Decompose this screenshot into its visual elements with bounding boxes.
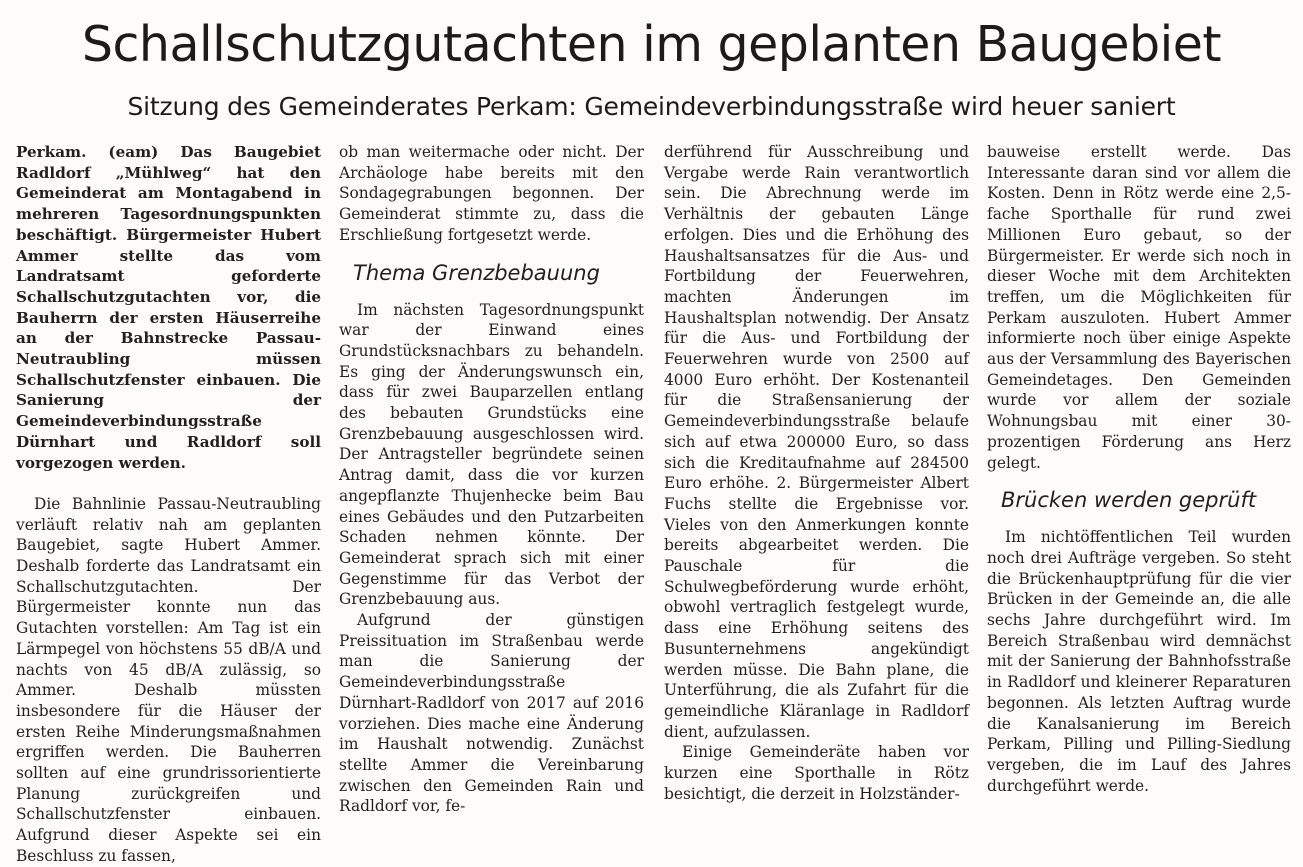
article-column-4 [987,142,1291,796]
article-column-1 [16,142,321,867]
body-paragraph: Einige Gemeinderäte haben vor kurzen eine Sporthalle in Rötz besichtigt, die derzeit in Holzständer- [664,743,969,803]
body-paragraph: bauweise erstellt werde. Das Interessante daran sind vor allem die Kosten. Denn in Rötz werde eine 2,5-fache Sporthalle für rund zwei Millionen Euro gebaut, so der Bürgermeister. Er werde sich noch in dieser Woche mit dem Architekten treffen, um die Möglichkeiten für Perkam auszuloten. Hubert Ammer informierte noch über einige Aspekte aus der Versammlung des Bayerischen Gemeindetages. Den Gemeinden wurde vor allem der soziale Wohnungsbau mit einer 30-prozentigen Förderung ans Herz gelegt. [987,143,1291,472]
subheadline: Sitzung des Gemeinderates Perkam: Gemeindeverbindungsstraße wird heuer saniert [127,92,1176,121]
body-paragraph: Im nichtöffentlichen Teil wurden noch drei Aufträge vergeben. So steht die Brückenhauptprüfung für die vier Brücken in der Gemeinde an, die alle sechs Jahre durchgeführt wird. Im Bereich Straßenbau wird demnächst mit der Sanierung der Bahnhofsstraße in Radldorf und kleinerer Reparaturen begonnen. Als letzten Auftrag wurde die Kanalsanierung im Bereich Perkam, Pilling und Pilling-Siedlung vergeben, die im Lauf des Jahres durchgeführt werde. [987,528,1291,795]
body-paragraph: Im nächsten Tagesordnungspunkt war der Einwand eines Grundstücksnachbars zu behandeln. Es ging der Änderungswunsch ein, dass für zwei Bauparzellen entlang des bebauten Grundstücks eine Grenzbebauung ausgeschlossen wird. Der Antragsteller begründete seinen Antrag damit, dass die vor kurzen angepflanzte Thujenhecke beim Bau eines Gebäudes und den Putzarbeiten Schaden nehmen könnte. Der Gemeinderat sprach sich mit einer Gegenstimme für das Verbot der Grenzbebauung aus. [339,300,644,609]
article-column-2 [339,142,644,817]
body-paragraph: derführend für Ausschreibung und Vergabe werde Rain verantwortlich sein. Die Abrechnung werde im Verhältnis der gebauten Länge erfolgen. Dies und die Erhöhung des Haushaltsansatzes für die Aus- und Fortbildung der Feuerwehren, machten Änderungen im Haushaltsplan notwendig. Der Ansatz für die Aus- und Fortbildung der Feuerwehren wurde von 2500 auf 4000 Euro erhöht. Der Kostenanteil für die Straßensanierung der Gemeindeverbindungsstraße belaufe sich auf etwa 200000 Euro, so dass sich die Kreditaufnahme auf 284500 Euro erhöhe. 2. Bürgermeister Albert Fuchs stellte die Ergebnisse vor. Vieles von den Anmerkungen konnte bereits abgearbeitet werden. Die Pauschale für die Schulwegbeförderung wurde erhöht, obwohl vertraglich festgelegt wurde, dass eine Erhöhung seitens des Busunternehmens angekündigt werden müsse. Die Bahn plane, die Unterführung, die als Zufahrt für die gemeindliche Kläranlage in Radldorf dient, aufzulassen. [664,143,969,741]
section-heading: Thema Grenzbebauung [353,260,600,285]
body-paragraph: ob man weitermache oder nicht. Der Archäologe habe bereits mit den Sondagegrabungen begonnen. Der Gemeinderat stimmte zu, dass die Erschließung fortgesetzt werde. [339,143,644,244]
headline: Schallschutzgutachten im geplanten Baugebiet [81,16,1222,73]
body-paragraph: Aufgrund der günstigen Preissituation im Straßenbau werde man die Sanierung der Gemeindeverbindungsstraße Dürnhart-Radldorf von 2017 auf 2016 vorziehen. Dies mache eine Änderung im Haushalt notwendig. Zunächst stellte Ammer die Vereinbarung zwischen den Gemeinden Rain und Radldorf vor, fe- [339,611,644,816]
lead-paragraph: Perkam. (eam) Das Baugebiet Radldorf „Mühlweg“ hat den Gemeinderat am Montagabend in mehreren Tagesordnungspunkten beschäftigt. Bürgermeister Hubert Ammer stellte das vom Landratsamt geforderte Schallschutzgutachten vor, die Bauherrn der ersten Häuserreihe an der Bahnstrecke Passau-Neutraubling müssen Schallschutzfenster einbauen. Die Sanierung der Gemeindeverbindungsstraße Dürnhart und Radldorf soll vorgezogen werden. [16,143,321,472]
section-heading: Brücken werden geprüft [1001,488,1257,513]
body-paragraph: Die Bahnlinie Passau-Neutraubling verläuft relativ nah am geplanten Baugebiet, sagte Hubert Ammer. Deshalb forderte das Landratsamt ein Schallschutzgutachten. Der Bürgermeister konnte nun das Gutachten vorstellen: Am Tag ist ein Lärmpegel von höchstens 55 dB/A und nachts von 45 dB/A zulässig, so Ammer. Deshalb müssten insbesondere für die Häuser der ersten Reihe Minderungsmaßnahmen ergriffen werden. Die Bauherren sollten auf eine grundrissorientierte Planung zurückgreifen und Schallschutzfenster einbauen. Aufgrund dieser Aspekte sei ein Beschluss zu fassen, [16,494,321,865]
article-column-3 [664,142,969,805]
